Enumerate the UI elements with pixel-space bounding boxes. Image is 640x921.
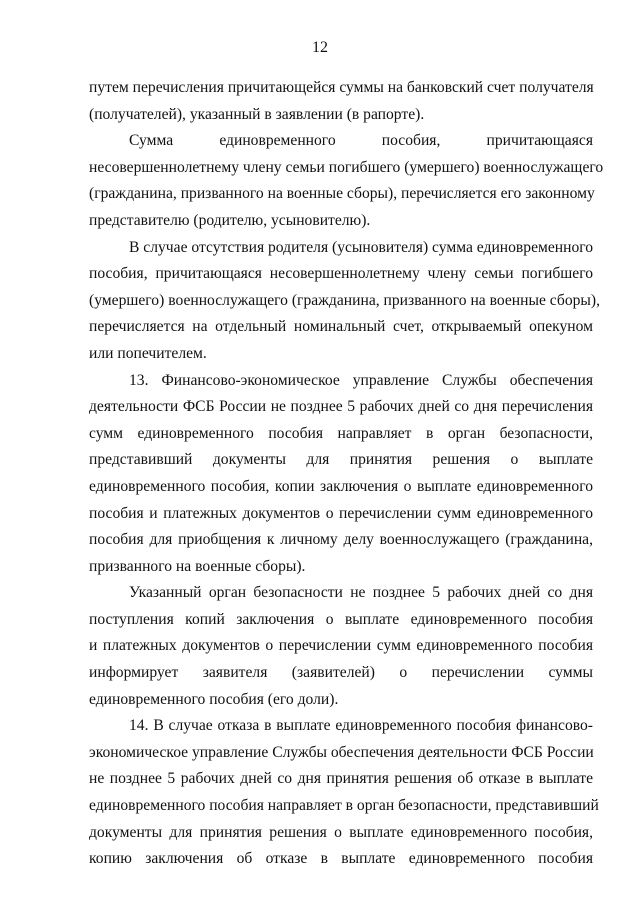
paragraph-line: представителю (родителю, усыновителю). <box>89 211 371 229</box>
paragraph-item-14 <box>89 713 599 873</box>
paragraph-line: Указанный орган безопасности не позднее 5 рабочих дней со дня <box>129 584 593 602</box>
paragraph-line: призванного на военные сборы). <box>89 557 306 575</box>
paragraph-line: пособия для приобщения к личному делу военнослужащего (гражданина, <box>89 531 593 549</box>
paragraph-line: (гражданина, призванного на военные сборы), перечисляется его законному <box>89 185 595 203</box>
paragraph-line: деятельности ФСБ России не позднее 5 рабочих дней со дня перечисления <box>89 398 593 416</box>
paragraph-line: поступления копий заключения о выплате единовременного пособия <box>89 610 593 628</box>
paragraph-line: единовременного пособия (его доли). <box>89 690 339 708</box>
paragraph-line: пособия и платежных документов о перечислении сумм единовременного <box>89 504 593 522</box>
paragraph-line: экономическое управление Службы обеспечения деятельности ФСБ России <box>89 743 594 761</box>
page-number: 12 <box>312 39 328 56</box>
paragraph-line: 13. Финансово-экономическое управление Службы обеспечения <box>129 371 593 389</box>
paragraph-1 <box>89 75 593 128</box>
paragraph-2 <box>89 128 604 234</box>
paragraph-item-13 <box>89 368 593 581</box>
paragraph-line: копию заключения об отказе в выплате единовременного пособия <box>89 850 593 868</box>
paragraph-line: представивший документы для принятия решения о выплате <box>89 451 593 469</box>
paragraph-line: и платежных документов о перечислении сумм единовременного пособия <box>89 637 593 655</box>
paragraph-line: сумм единовременного пособия направляет в орган безопасности, <box>89 424 593 442</box>
paragraph-line: путем перечисления причитающейся суммы на банковский счет получателя <box>89 79 594 96</box>
paragraph-line: В случае отсутствия родителя (усыновителя) сумма единовременного <box>129 238 594 256</box>
paragraph-line: единовременного пособия, копии заключения о выплате единовременного <box>89 477 593 495</box>
paragraph-line: информирует заявителя (заявителей) о перечислении суммы <box>89 664 593 682</box>
paragraph-line: несовершеннолетнему члену семьи погибшего (умершего) военнослужащего <box>89 158 604 176</box>
paragraph-line: не позднее 5 рабочих дней со дня принятия решения об отказе в выплате <box>89 770 593 788</box>
paragraph-line: Сумма единовременного пособия, причитающаяся <box>129 132 593 150</box>
paragraph-line: единовременного пособия направляет в орган безопасности, представивший <box>89 797 599 815</box>
paragraph-line: (получателей), указанный в заявлении (в рапорте). <box>89 105 425 123</box>
paragraph-5 <box>89 580 593 713</box>
paragraph-3 <box>89 235 600 368</box>
paragraph-line: перечисляется на отдельный номинальный счет, открываемый опекуном <box>89 318 593 336</box>
paragraph-line: (умершего) военнослужащего (гражданина, призванного на военные сборы), <box>89 291 600 309</box>
document-body <box>89 75 604 873</box>
paragraph-line: или попечителем. <box>89 344 207 362</box>
paragraph-line: документы для принятия решения о выплате единовременного пособия, <box>89 823 593 841</box>
paragraph-line: 14. В случае отказа в выплате единовременного пособия финансово- <box>129 717 593 735</box>
paragraph-line: пособия, причитающаяся несовершеннолетнему члену семьи погибшего <box>89 265 593 283</box>
